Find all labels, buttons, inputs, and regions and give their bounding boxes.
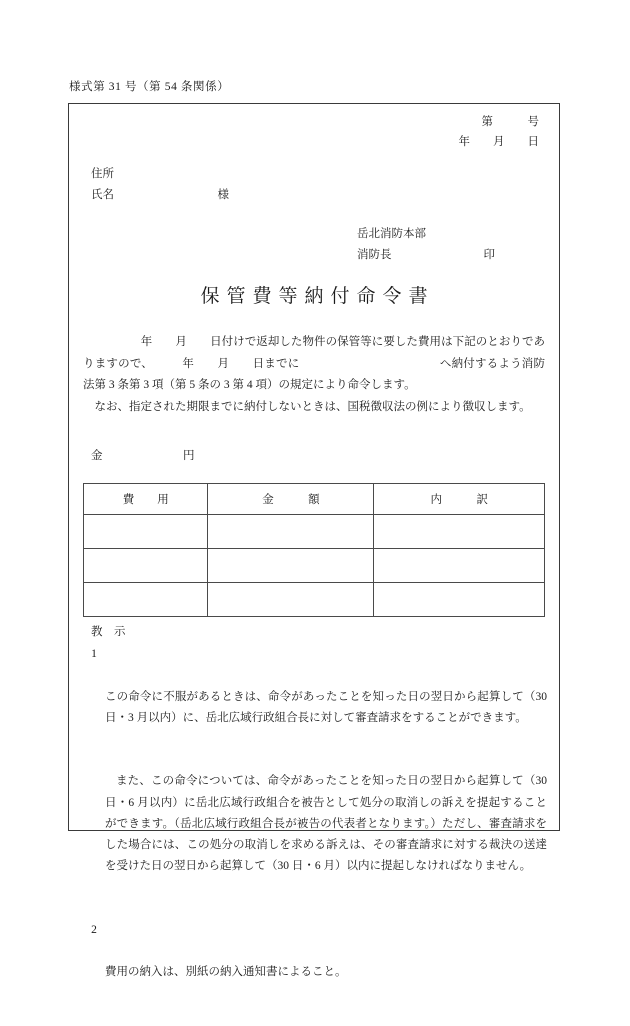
notice-item-body — [105, 644, 550, 920]
notice-item-2 — [83, 920, 547, 1026]
table-cell-breakdown[interactable] — [374, 583, 545, 617]
table-row — [84, 583, 545, 617]
notice-item-number: 1 — [91, 648, 97, 661]
table-cell-expense[interactable] — [84, 583, 208, 617]
addressee-address-label: 住所 — [91, 168, 114, 180]
table-cell-amount[interactable] — [208, 549, 374, 583]
table-cell-expense[interactable] — [84, 515, 208, 549]
amount-line: 金 円 — [91, 450, 195, 462]
notice-item-body — [105, 920, 547, 1026]
table-cell-amount[interactable] — [208, 515, 374, 549]
table-row — [84, 549, 545, 583]
table-header-breakdown: 内 訳 — [374, 484, 545, 515]
document-date-line: 年 月 日 — [458, 136, 539, 148]
table-cell-amount[interactable] — [208, 583, 374, 617]
table-header-row — [84, 484, 545, 515]
notice-item-number: 2 — [91, 923, 97, 936]
notice-item-paragraph: この命令に不服があるときは、命令があったことを知った日の翌日から起算して（30 日・3 月以内）に、岳北広域行政組合長に対して審査請求をすることができます。 — [105, 690, 550, 724]
form-inner — [69, 104, 559, 979]
table-header-expense: 費 用 — [84, 484, 208, 515]
issuer-organization: 岳北消防本部 — [357, 228, 426, 240]
notice-item-paragraph: 費用の納入は、別紙の納入通知書によること。 — [105, 966, 347, 979]
notice-section — [83, 622, 550, 1026]
fee-table — [83, 483, 545, 617]
issuer-block — [357, 224, 495, 266]
body-paragraph-1: 年 月 日付けで返却した物件の保管等に要した費用は下記のとおりでありますので、 年 月 日までに へ納付するよう消防法第 3 条第 3 項（第 5 条の 3 第 4 項）の規定により命令します。 — [83, 336, 545, 391]
addressee-block — [91, 164, 229, 206]
body-paragraph-2: なお、指定された期限までに納付しないときは、国税徴収法の例により徴収します。 — [83, 400, 531, 413]
notice-item-paragraph: また、この命令については、命令があったことを知った日の翌日から起算して（30 日・6 月以内）に岳北広域行政組合を被告として処分の取消しの訴えを提起することができます。（岳北広域行政組合長が被告の代表者となります。）ただし、審査請求をした場合には、この処分の取消しを求める訴えは、その審査請求に対する裁決の送達を受けた日の翌日から起算して（30 日・6 月）以内に提起しなければなりません。 — [105, 775, 550, 873]
document-title: 保管費等納付命令書 — [200, 286, 435, 307]
table-cell-expense[interactable] — [84, 549, 208, 583]
addressee-name-label: 氏名 様 — [91, 189, 229, 201]
form-number: 様式第 31 号（第 54 条関係） — [69, 81, 230, 93]
notice-item-1 — [83, 644, 550, 920]
form-frame — [68, 103, 560, 979]
table-cell-breakdown[interactable] — [374, 549, 545, 583]
document-meta — [459, 112, 540, 152]
table-row — [84, 515, 545, 549]
table-header-amount: 金 額 — [208, 484, 374, 515]
document-number-line: 第 号 — [481, 116, 539, 128]
table-cell-breakdown[interactable] — [374, 515, 545, 549]
body-block — [83, 332, 545, 418]
notice-heading: 教 示 — [91, 626, 126, 638]
issuer-title-and-seal: 消防長 印 — [357, 249, 495, 261]
